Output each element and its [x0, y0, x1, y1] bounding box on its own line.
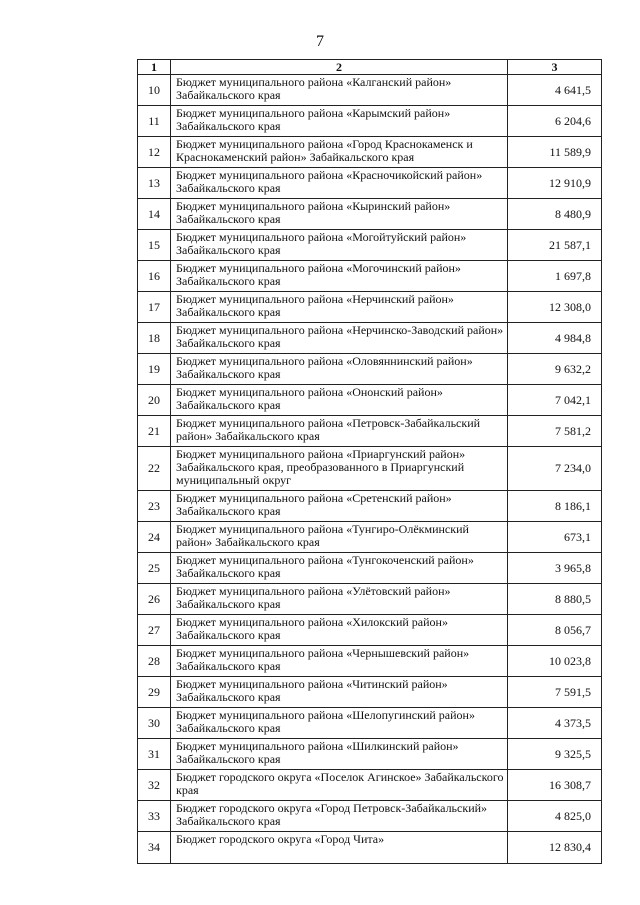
budget-amount: 4 825,0 [508, 801, 602, 832]
row-number: 25 [138, 553, 171, 584]
budget-name: Бюджет городского округа «Город Петровск-Забайкальский» Забайкальского края [171, 801, 508, 832]
page-number: 7 [316, 33, 324, 50]
row-number: 12 [138, 137, 171, 168]
table-body [138, 75, 602, 864]
table-row [138, 646, 602, 677]
budget-amount: 673,1 [508, 522, 602, 553]
budget-amount: 16 308,7 [508, 770, 602, 801]
budget-name: Бюджет муниципального района «Улётовский район» Забайкальского края [171, 584, 508, 615]
row-number: 24 [138, 522, 171, 553]
row-number: 11 [138, 106, 171, 137]
row-number: 22 [138, 447, 171, 491]
budget-amount: 7 581,2 [508, 416, 602, 447]
column-header-name: 2 [171, 60, 508, 75]
table-row [138, 615, 602, 646]
row-number: 16 [138, 261, 171, 292]
budget-name: Бюджет городского округа «Город Чита» [171, 832, 508, 864]
budget-amount: 21 587,1 [508, 230, 602, 261]
budget-amount: 4 984,8 [508, 323, 602, 354]
row-number: 17 [138, 292, 171, 323]
row-number: 32 [138, 770, 171, 801]
table-row [138, 708, 602, 739]
budget-name: Бюджет муниципального района «Чернышевский район» Забайкальского края [171, 646, 508, 677]
row-number: 18 [138, 323, 171, 354]
table-row [138, 677, 602, 708]
budget-amount: 7 591,5 [508, 677, 602, 708]
budget-name: Бюджет городского округа «Поселок Агинское» Забайкальского края [171, 770, 508, 801]
table-row [138, 292, 602, 323]
table-row [138, 323, 602, 354]
budget-amount: 12 830,4 [508, 832, 602, 864]
budget-name: Бюджет муниципального района «Кыринский район» Забайкальского края [171, 199, 508, 230]
table-row [138, 385, 602, 416]
budget-amount: 1 697,8 [508, 261, 602, 292]
row-number: 10 [138, 75, 171, 106]
budget-name: Бюджет муниципального района «Оловяннинский район» Забайкальского края [171, 354, 508, 385]
table-row [138, 354, 602, 385]
table-row [138, 522, 602, 553]
column-header-number: 1 [138, 60, 171, 75]
budget-name: Бюджет муниципального района «Тунгиро-Олёкминский район» Забайкальского края [171, 522, 508, 553]
row-number: 28 [138, 646, 171, 677]
table-row [138, 801, 602, 832]
budget-name: Бюджет муниципального района «Приаргунский район» Забайкальского края, преобразованного в Приаргунский муниципальный округ [171, 447, 508, 491]
budget-name: Бюджет муниципального района «Нерчинский район» Забайкальского края [171, 292, 508, 323]
budget-name: Бюджет муниципального района «Хилокский район» Забайкальского края [171, 615, 508, 646]
row-number: 23 [138, 491, 171, 522]
budget-amount: 8 056,7 [508, 615, 602, 646]
budget-name: Бюджет муниципального района «Могочинский район» Забайкальского края [171, 261, 508, 292]
row-number: 15 [138, 230, 171, 261]
budget-amount: 12 910,9 [508, 168, 602, 199]
row-number: 13 [138, 168, 171, 199]
row-number: 27 [138, 615, 171, 646]
table-row [138, 137, 602, 168]
budget-amount: 11 589,9 [508, 137, 602, 168]
table-header-row [138, 60, 602, 75]
budget-name: Бюджет муниципального района «Ононский район» Забайкальского края [171, 385, 508, 416]
row-number: 29 [138, 677, 171, 708]
budget-amount: 9 325,5 [508, 739, 602, 770]
budget-name: Бюджет муниципального района «Город Краснокаменск и Краснокаменский район» Забайкальского края [171, 137, 508, 168]
budget-name: Бюджет муниципального района «Нерчинско-Заводский район» Забайкальского края [171, 323, 508, 354]
budget-amount: 12 308,0 [508, 292, 602, 323]
budget-amount: 4 373,5 [508, 708, 602, 739]
table-row [138, 770, 602, 801]
budget-name: Бюджет муниципального района «Красночикойский район» Забайкальского края [171, 168, 508, 199]
budget-name: Бюджет муниципального района «Читинский район» Забайкальского края [171, 677, 508, 708]
budget-name: Бюджет муниципального района «Могойтуйский район» Забайкальского края [171, 230, 508, 261]
table-row [138, 199, 602, 230]
table-row [138, 261, 602, 292]
table-row [138, 168, 602, 199]
budget-amount: 4 641,5 [508, 75, 602, 106]
budget-amount: 7 042,1 [508, 385, 602, 416]
table-row [138, 230, 602, 261]
budget-name: Бюджет муниципального района «Сретенский район» Забайкальского края [171, 491, 508, 522]
budget-amount: 3 965,8 [508, 553, 602, 584]
budget-name: Бюджет муниципального района «Калганский район» Забайкальского края [171, 75, 508, 106]
budget-amount: 7 234,0 [508, 447, 602, 491]
budget-name: Бюджет муниципального района «Тунгокоченский район» Забайкальского края [171, 553, 508, 584]
table-row [138, 553, 602, 584]
row-number: 14 [138, 199, 171, 230]
budget-amount: 8 480,9 [508, 199, 602, 230]
table-row [138, 447, 602, 491]
budget-name: Бюджет муниципального района «Шелопугинский район» Забайкальского края [171, 708, 508, 739]
table-row [138, 416, 602, 447]
column-header-amount: 3 [508, 60, 602, 75]
row-number: 34 [138, 832, 171, 864]
row-number: 21 [138, 416, 171, 447]
table-row [138, 739, 602, 770]
budget-amount: 8 186,1 [508, 491, 602, 522]
row-number: 33 [138, 801, 171, 832]
row-number: 26 [138, 584, 171, 615]
row-number: 19 [138, 354, 171, 385]
budget-amount: 6 204,6 [508, 106, 602, 137]
table-row [138, 584, 602, 615]
row-number: 30 [138, 708, 171, 739]
row-number: 20 [138, 385, 171, 416]
budget-table [137, 59, 602, 864]
budget-name: Бюджет муниципального района «Петровск-Забайкальский район» Забайкальского края [171, 416, 508, 447]
row-number: 31 [138, 739, 171, 770]
table-row [138, 832, 602, 864]
table-row [138, 106, 602, 137]
table-row [138, 75, 602, 106]
budget-amount: 9 632,2 [508, 354, 602, 385]
budget-amount: 8 880,5 [508, 584, 602, 615]
table-row [138, 491, 602, 522]
budget-name: Бюджет муниципального района «Карымский район» Забайкальского края [171, 106, 508, 137]
budget-name: Бюджет муниципального района «Шилкинский район» Забайкальского края [171, 739, 508, 770]
budget-amount: 10 023,8 [508, 646, 602, 677]
